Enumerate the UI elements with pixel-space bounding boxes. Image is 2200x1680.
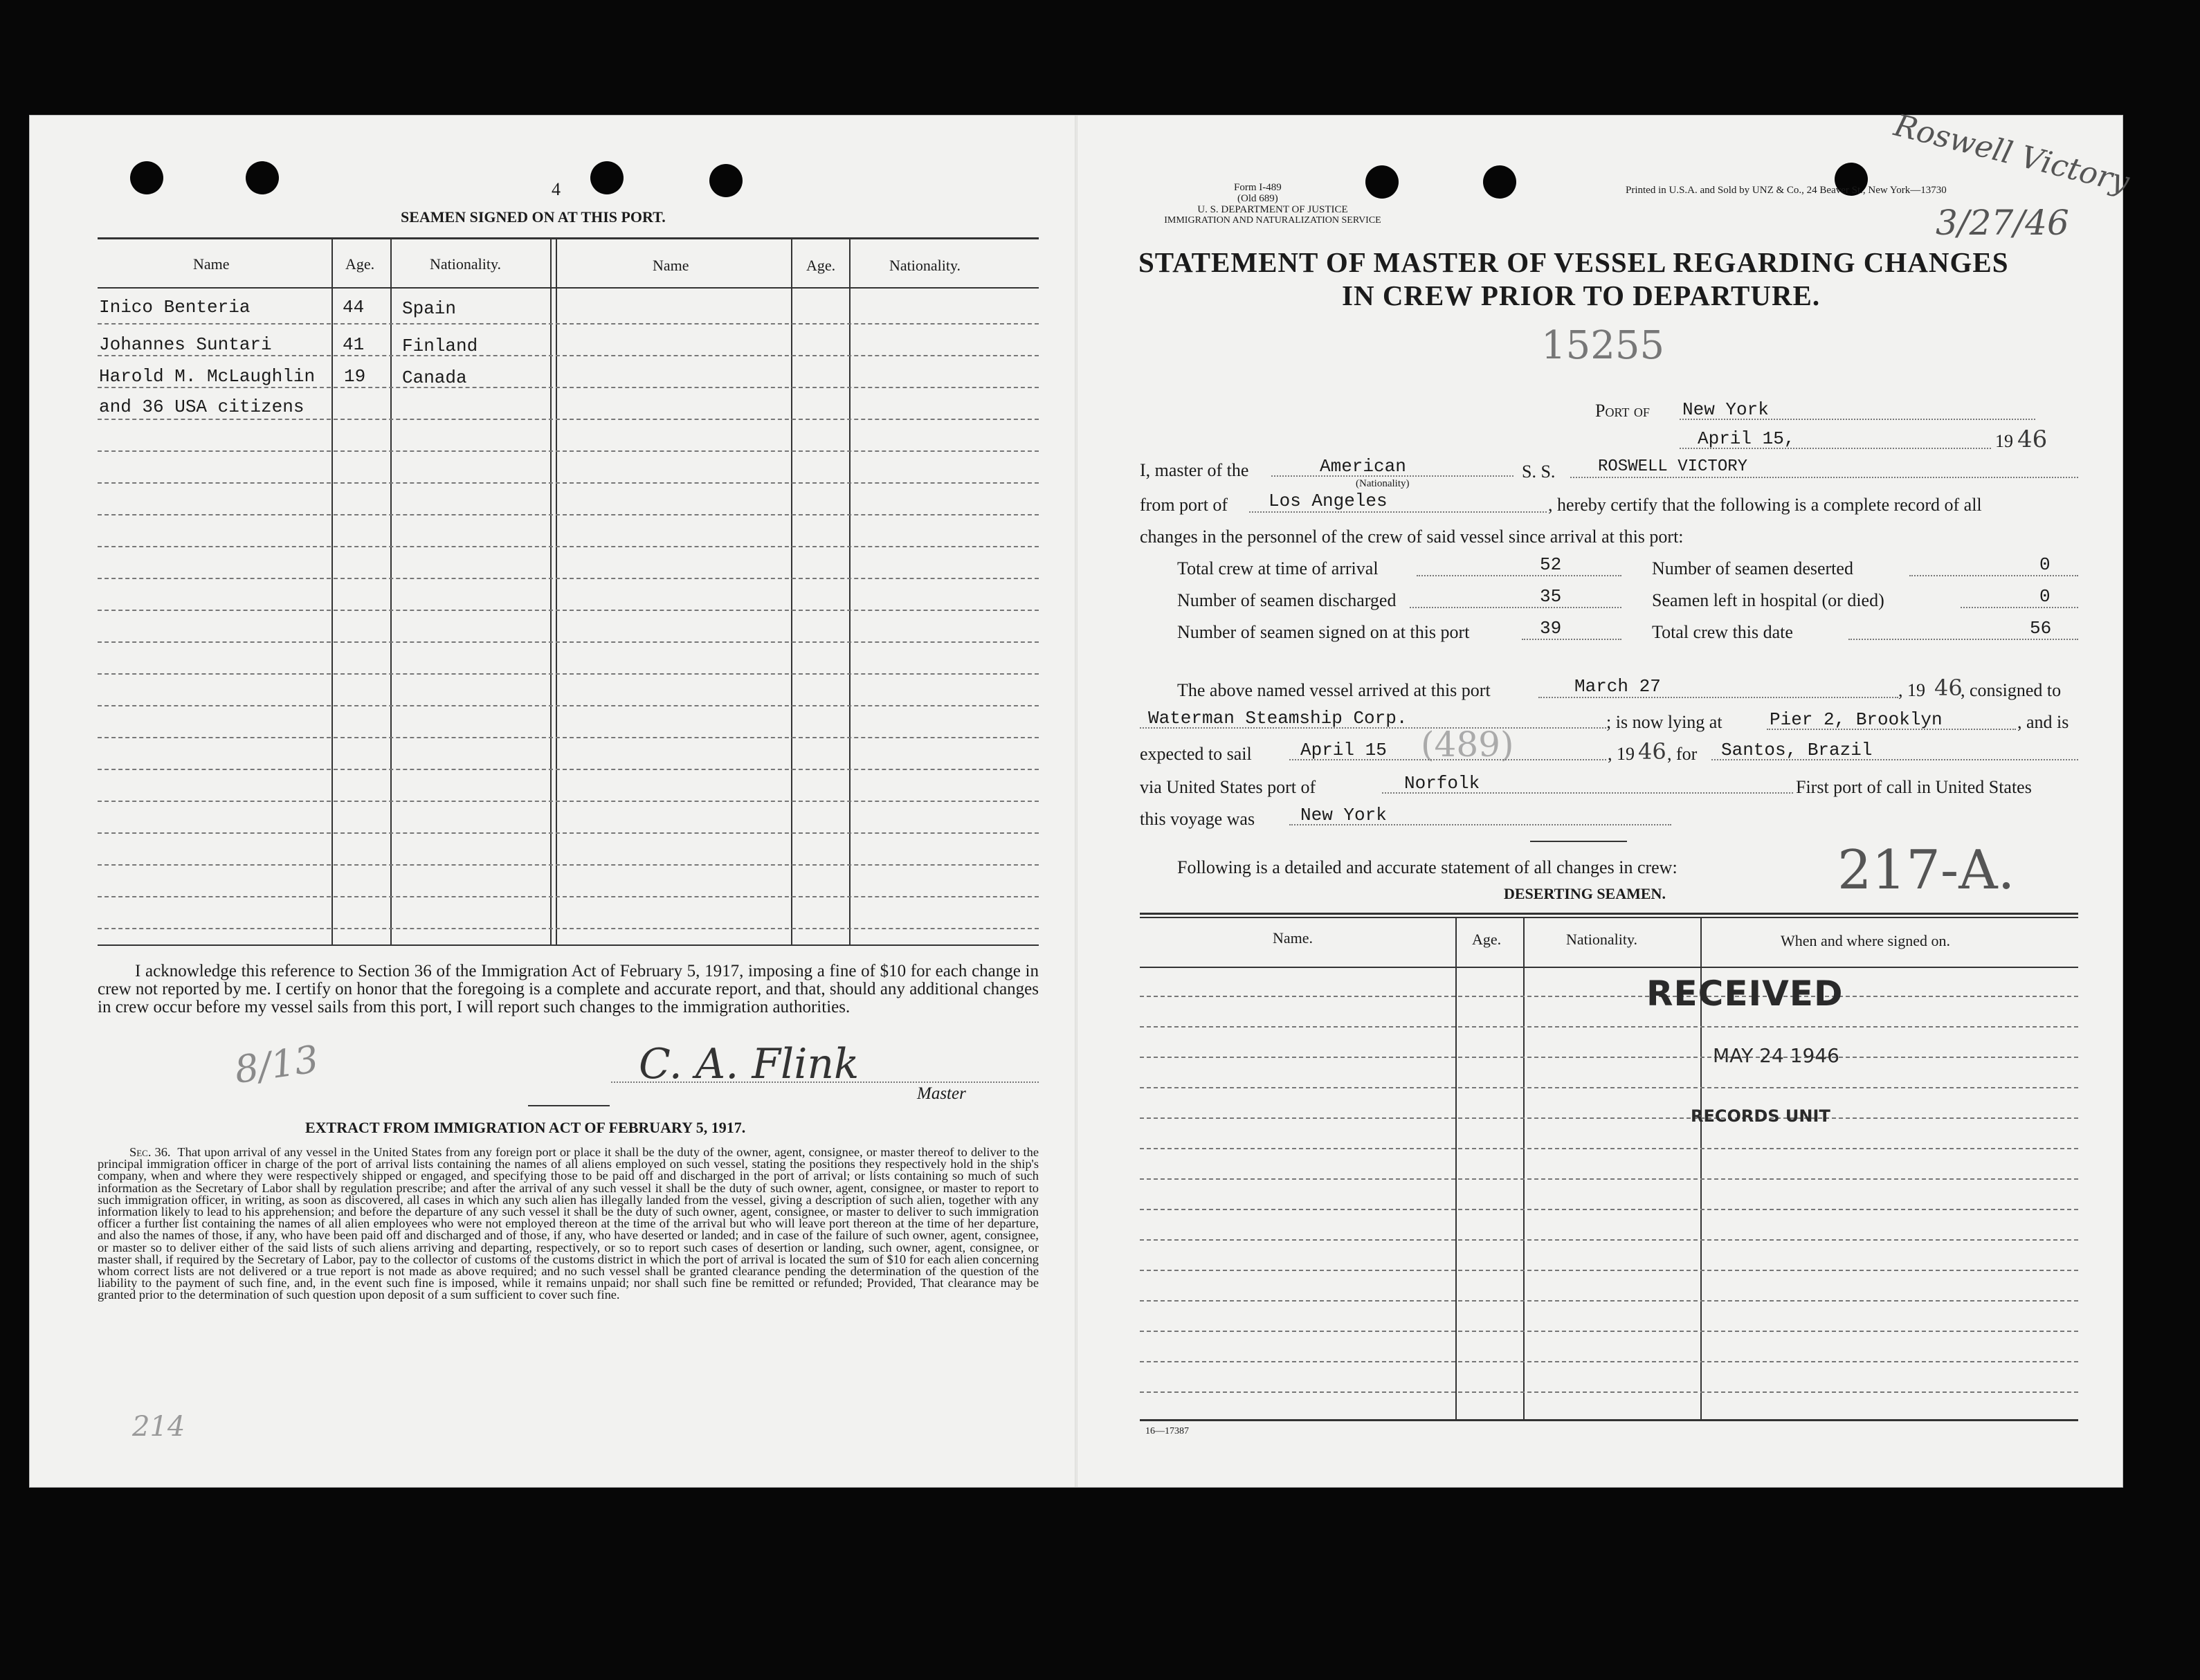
handwritten-file-code: 217-A. bbox=[1837, 839, 2015, 902]
certify-text-continued: changes in the personnel of the crew of said vessel since arrival at this port: bbox=[1140, 527, 1684, 547]
document-sheet bbox=[29, 107, 2133, 1488]
punch-hole bbox=[590, 161, 624, 194]
destination-value: Santos, Brazil bbox=[1721, 740, 1873, 760]
punch-hole bbox=[246, 161, 279, 194]
extract-body: That upon arrival of any vessel in the United States from any foreign port or place it shall be the duty of the owner, agent, consignee, or master thereof to deliver to the principal immigration officer in charge of the port of arrival lists containing the names of all aliens employed on such vessel, stating the positions they respectively hold in the ship's company, when and where they were respectively shipped or engaged, and specifying those to be paid off and discharged in the port of arrival; or lists containing so much of such information as the Secretary of Labor shall by regulation prescribe; and after the arrival of any such vessel it shall be the duty of such owner, agent, consignee, or master to report to such immigration officer, in writing, as soon as discovered, all cases in which any such alien has illegally landed from the vessel, giving a description of such alien, together with any information likely to lead to his apprehension; and before the departure of any such vessel it shall be the duty of such owner, agent, consignee, or master to deliver to such immigration officer a further list containing the names of all alien employees who were not employed thereon at the time of the arrival but who will leave port thereon at the time of her departure, and also the names of those, if any, who have been paid off and discharged and of those, if any, who have deserted or landed; and in case of the failure of such owner, agent, consignee, or master so to deliver either of the said lists of such aliens arriving and departing, respectively, or so to report such cases of desertion or landing, such owner, agent, consignee, or master shall, if required by the Secretary of Labor, pay to the collector of customs of the customs district in which the port of arrival is located the sum of $10 for each alien concerning whom correct lists are not delivered or a true report is not made as above required; and no such vessel shall be granted clearance pending the determination of the question of the liability to the payment of such fine, and, in the event such fine is imposed, while it remains unpaid; nor shall such fine be remitted or refunded; Provided, That clearance may be granted prior to the determination of such question upon deposit of a sum sufficient to cover such fine. bbox=[98, 1145, 1039, 1302]
from-port-label: from port of bbox=[1140, 495, 1228, 515]
location-value: Pier 2, Brooklyn bbox=[1770, 709, 1943, 730]
desert-header-signed-on: When and where signed on. bbox=[1781, 932, 1950, 949]
handwritten-page-note: 214 bbox=[132, 1411, 185, 1443]
punch-hole bbox=[1483, 165, 1516, 199]
department-name: U. S. DEPARTMENT OF JUSTICE bbox=[1197, 204, 1348, 215]
via-port-label: via United States port of bbox=[1140, 777, 1316, 797]
stat-total-date-label: Total crew this date bbox=[1652, 622, 1793, 642]
extract-title: EXTRACT FROM IMMIGRATION ACT OF FEBRUARY 5, 1917. bbox=[305, 1119, 746, 1136]
column-header-age: Age. bbox=[806, 257, 836, 274]
ss-label: S. S. bbox=[1522, 462, 1556, 482]
punch-hole bbox=[709, 164, 743, 197]
received-stamp: RECEIVED bbox=[1646, 974, 1844, 1014]
first-port-label: First port of call in United States bbox=[1796, 777, 2032, 797]
page-number: 4 bbox=[552, 179, 561, 199]
lying-label: ; is now lying at bbox=[1606, 712, 1722, 732]
sail-year-value: 46 bbox=[1638, 738, 1666, 765]
sail-year-prefix: , 19 bbox=[1608, 744, 1635, 764]
stat-total-arrival-label: Total crew at time of arrival bbox=[1177, 558, 1379, 578]
year-value: 46 bbox=[2017, 426, 2048, 453]
stat-discharged-value: 35 bbox=[1540, 586, 1562, 607]
arrival-date-value: March 27 bbox=[1574, 676, 1661, 697]
service-name: IMMIGRATION AND NATURALIZATION SERVICE bbox=[1164, 215, 1381, 226]
column-header-name: Name bbox=[653, 257, 689, 274]
arrival-year-value: 46 bbox=[1934, 675, 1963, 701]
desert-header-age: Age. bbox=[1472, 931, 1502, 948]
extract-section-label: Sec. 36. bbox=[129, 1145, 171, 1159]
from-port-value: Los Angeles bbox=[1269, 491, 1388, 511]
stat-total-arrival-value: 52 bbox=[1540, 554, 1562, 575]
column-header-nationality: Nationality. bbox=[430, 255, 502, 273]
stat-deserted-value: 0 bbox=[2039, 554, 2051, 575]
table-row-nationality: Canada bbox=[402, 367, 467, 388]
sail-handwritten-note: (489) bbox=[1421, 724, 1514, 765]
received-stamp-date: MAY 24 1946 bbox=[1713, 1044, 1839, 1067]
stat-deserted-label: Number of seamen deserted bbox=[1652, 558, 1853, 578]
stat-total-date-value: 56 bbox=[2030, 618, 2052, 639]
column-header-name: Name bbox=[193, 255, 230, 273]
nationality-caption: (Nationality) bbox=[1356, 478, 1410, 489]
column-header-nationality: Nationality. bbox=[889, 257, 961, 274]
table-row-nationality: Finland bbox=[402, 336, 478, 356]
stat-signed-on-label: Number of seamen signed on at this port bbox=[1177, 622, 1470, 642]
master-of-label: I, master of the bbox=[1140, 460, 1249, 480]
date-value: April 15, bbox=[1698, 428, 1795, 449]
consigned-label: , consigned to bbox=[1961, 680, 2062, 700]
signature-role: Master bbox=[917, 1084, 966, 1103]
first-port-value: New York bbox=[1300, 805, 1387, 825]
handwritten-file-number: 15255 bbox=[1541, 323, 1665, 368]
handwritten-date-note: 3/27/46 bbox=[1936, 203, 2069, 243]
table-row-age: 41 bbox=[343, 334, 365, 355]
port-label: Port of bbox=[1595, 401, 1650, 421]
column-header-age: Age. bbox=[345, 255, 375, 273]
department-header bbox=[1148, 204, 1397, 226]
master-signature: C. A. Flink bbox=[639, 1040, 860, 1088]
stat-hospital-label: Seamen left in hospital (or died) bbox=[1652, 590, 1884, 610]
page-fold bbox=[1075, 116, 1078, 1487]
extract-text bbox=[98, 1147, 1039, 1302]
section-title: SEAMEN SIGNED ON AT THIS PORT. bbox=[401, 208, 666, 226]
records-unit-stamp: RECORDS UNIT bbox=[1691, 1106, 1830, 1126]
desert-header-nationality: Nationality. bbox=[1566, 931, 1638, 948]
handwritten-initials: 8/13 bbox=[232, 1037, 322, 1093]
arrival-year-prefix: , 19 bbox=[1898, 680, 1925, 700]
stat-discharged-label: Number of seamen discharged bbox=[1177, 590, 1397, 610]
deserting-title: DESERTING SEAMEN. bbox=[1504, 885, 1666, 902]
punch-hole bbox=[130, 161, 163, 194]
and-is-label: , and is bbox=[2017, 712, 2069, 732]
consignee-value: Waterman Steamship Corp. bbox=[1148, 708, 1408, 729]
form-header bbox=[1234, 182, 1282, 204]
form-id: Form I-489 bbox=[1234, 182, 1282, 193]
for-label: , for bbox=[1667, 744, 1698, 764]
via-port-value: Norfolk bbox=[1404, 773, 1480, 794]
printer-note: Printed in U.S.A. and Sold by UNZ & Co., 24 Beaver St., New York—13730 bbox=[1626, 185, 1947, 196]
acknowledgment-text: I acknowledge this reference to Section 36 of the Immigration Act of February 5, 1917, imposing a fine of $10 for each change in crew not reported by me. I certify on honor that the foregoing is a complete and accurate report, and that, should any additional changes in crew occur before my vessel sails from this port, I will report such changes to the immigration authorities. bbox=[98, 962, 1039, 1016]
sail-date-value: April 15 bbox=[1300, 740, 1387, 760]
vessel-name-value: ROSWELL VICTORY bbox=[1598, 457, 1748, 476]
table-row-name: Inico Benteria bbox=[99, 297, 251, 318]
arrived-label: The above named vessel arrived at this port bbox=[1177, 680, 1491, 700]
year-prefix: 19 bbox=[1995, 431, 2013, 451]
form-title-line1: STATEMENT OF MASTER OF VESSEL REGARDING CHANGES bbox=[1138, 246, 2009, 278]
nationality-value: American bbox=[1320, 456, 1406, 477]
table-row-name: Johannes Suntari bbox=[99, 334, 272, 355]
handwritten-vessel-note: Roswell Victory bbox=[1890, 107, 2133, 201]
expected-sail-label: expected to sail bbox=[1140, 744, 1252, 764]
desert-header-name: Name. bbox=[1273, 929, 1313, 947]
port-value: New York bbox=[1682, 399, 1769, 420]
table-row-age: 44 bbox=[343, 297, 365, 318]
table-row-age: 19 bbox=[344, 366, 366, 387]
punch-hole bbox=[1365, 165, 1399, 199]
voyage-label: this voyage was bbox=[1140, 809, 1255, 829]
table-row-name: Harold M. McLaughlin bbox=[99, 366, 316, 387]
stat-signed-on-value: 39 bbox=[1540, 618, 1562, 639]
form-code: 16—17387 bbox=[1145, 1426, 1189, 1436]
stat-hospital-value: 0 bbox=[2039, 586, 2051, 607]
table-row-name: and 36 USA citizens bbox=[99, 396, 304, 417]
certify-text: , hereby certify that the following is a complete record of all bbox=[1548, 495, 1982, 515]
form-title-line2: IN CREW PRIOR TO DEPARTURE. bbox=[1342, 280, 1821, 311]
form-old-id: (Old 689) bbox=[1237, 193, 1278, 204]
table-row-nationality: Spain bbox=[402, 298, 457, 319]
following-text: Following is a detailed and accurate statement of all changes in crew: bbox=[1177, 857, 1678, 877]
